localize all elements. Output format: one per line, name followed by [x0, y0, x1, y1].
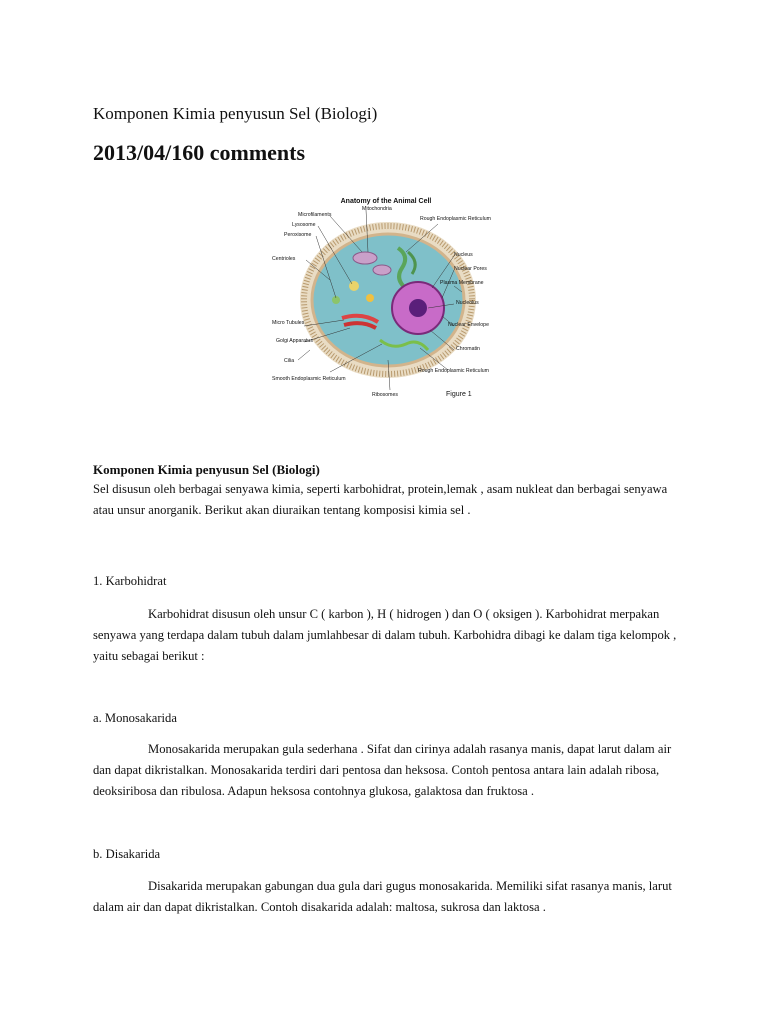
- label-peroxisome: Peroxisome: [284, 232, 312, 238]
- label-nuclear-pores: Nuclear Pores: [454, 266, 487, 272]
- label-microfilaments: Microfilaments: [298, 212, 332, 218]
- label-smooth-er: Smooth Endoplasmic Reticulum: [272, 376, 346, 382]
- label-centrioles: Centrioles: [272, 256, 296, 262]
- section-heading: Komponen Kimia penyusun Sel (Biologi): [93, 462, 320, 477]
- label-ribosomes: Ribosomes: [372, 392, 398, 398]
- animal-cell-figure: [270, 190, 502, 402]
- intro-paragraph: Sel disusun oleh berbagai senyawa kimia, seperti karbohidrat, protein,lemak , asam nukleat dan berbagai senyawa atau unsur anorganik. Berikut akan diuraikan tentang komposisi kimia sel .: [93, 482, 668, 517]
- post-title: Komponen Kimia penyusun Sel (Biologi): [93, 104, 378, 123]
- label-plasma-membrane: Plasma Membrane: [440, 280, 484, 286]
- label-cilia: Cilia: [284, 358, 295, 364]
- post-date-comments: 2013/04/160 comments: [93, 140, 306, 165]
- karbohidrat-heading: 1. Karbohidrat: [93, 574, 167, 588]
- karbohidrat-paragraph: Karbohidrat disusun oleh unsur C ( karbon ), H ( hidrogen ) dan O ( oksigen ). Karbohidrat merpakan senyawa yang terdapa dalam tubuh dalam jumlahbesar di dalam tubuh. Karbohidra dibagi ke dalam tiga kelompok , yaitu sebagai berikut :: [93, 607, 677, 663]
- label-nuclear-envelope: Nuclear Envelope: [448, 322, 489, 328]
- monosakarida-paragraph: Monosakarida merupakan gula sederhana . Sifat dan cirinya adalah rasanya manis, dapat larut dalam air dan dapat dikristalkan. Monosakarida terdiri dari pentosa dan heksosa. Contoh pentosa antara lain adalah ribosa, deoksiribosa dan ribulosa. Adapun heksosa contohnya glukosa, galaktosa dan fruktosa .: [93, 742, 672, 798]
- label-rough-er-top: Rough Endoplasmic Reticulum: [420, 216, 491, 222]
- disakarida-paragraph: Disakarida merupakan gabungan dua gula dari gugus monosakarida. Memiliki sifat rasanya manis, larut dalam air dan dapat dikristalkan. Contoh disakarida adalah: maltosa, sukrosa dan laktosa .: [93, 879, 672, 914]
- disakarida-heading: b. Disakarida: [93, 847, 161, 861]
- monosakarida-heading: a. Monosakarida: [93, 711, 177, 725]
- figure-title: Anatomy of the Animal Cell: [340, 198, 432, 205]
- label-lysosome: Lysosome: [292, 222, 316, 228]
- label-mitochondria: Mitochondria: [362, 206, 392, 212]
- label-golgi: Golgi Apparatus: [276, 338, 313, 344]
- label-rough-er-bottom: Rough Endoplasmic Reticulum: [418, 368, 489, 374]
- label-nucleolus: Nucleolus: [456, 300, 479, 306]
- label-micro-tubules: Micro Tubules: [272, 320, 305, 326]
- figure-caption: Figure 1: [446, 391, 472, 398]
- label-chromatin: Chromatin: [456, 346, 480, 352]
- label-nucleus: Nucleus: [454, 252, 473, 258]
